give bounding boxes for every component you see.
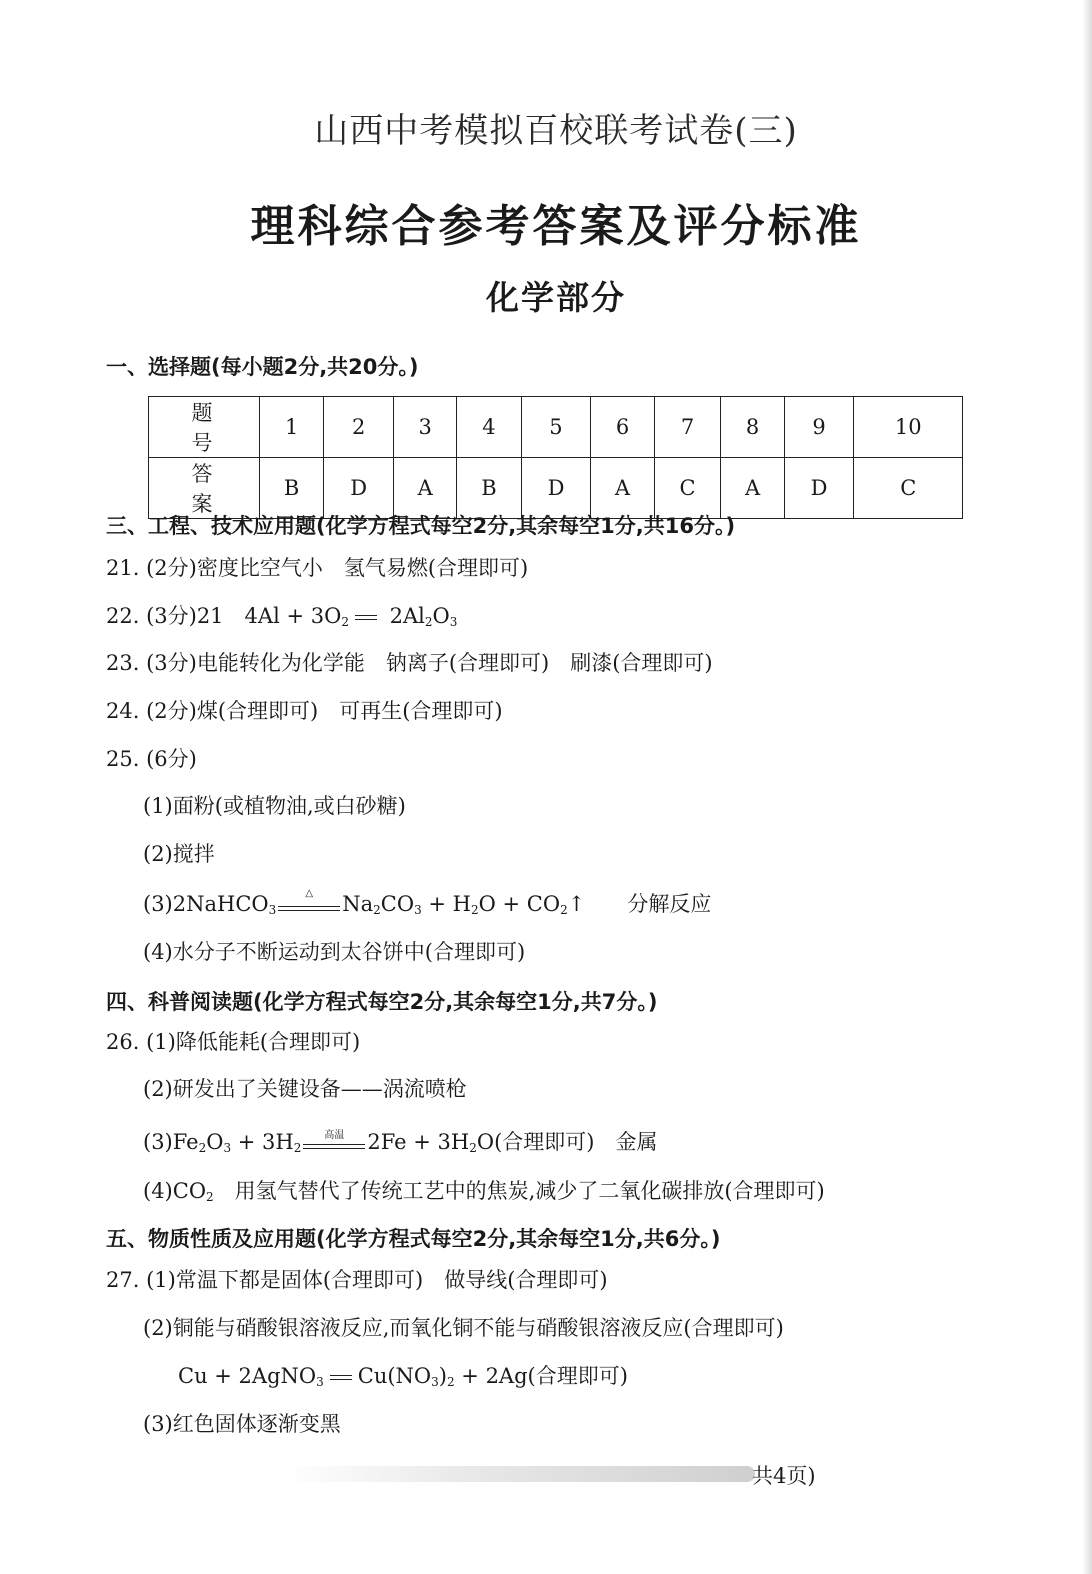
question-number: 1 <box>260 397 324 458</box>
answer-25-4: (4)水分子不断运动到太谷饼中(合理即可) <box>143 940 526 964</box>
section-heading-engineering: 三、工程、技术应用题(化学方程式每空2分,其余每空1分,共16分。) <box>106 514 736 538</box>
answer-26-1: 26. (1)降低能耗(合理即可) <box>106 1030 361 1054</box>
answer-cell: A <box>591 458 654 519</box>
exam-title: 山西中考模拟百校联考试卷(三) <box>314 111 798 151</box>
row-label-number: 题 号 <box>149 397 260 458</box>
answer-27-2: (2)铜能与硝酸银溶液反应,而氧化铜不能与硝酸银溶液反应(合理即可) <box>143 1316 784 1340</box>
answer-24: 24. (2分)煤(合理即可) 可再生(合理即可) <box>106 699 503 723</box>
section-heading-properties: 五、物质性质及应用题(化学方程式每空2分,其余每空1分,共6分。) <box>106 1227 721 1251</box>
answer-27-1: 27. (1)常温下都是固体(合理即可) 做导线(合理即可) <box>106 1268 608 1292</box>
question-number: 8 <box>721 397 784 458</box>
equals-sign <box>330 1375 352 1380</box>
question-number: 9 <box>784 397 854 458</box>
table-row <box>149 397 963 458</box>
answer-26-4: $(4)CO_2$ 用氢气替代了传统工艺中的焦炭,减少了二氧化碳排放(合理即可) <box>143 1179 825 1204</box>
answer-cell: C <box>854 458 963 519</box>
answer-cell: B <box>457 458 521 519</box>
row-label-answer: 答 案 <box>149 458 260 519</box>
answer-table <box>148 396 963 519</box>
answer-23: 23. (3分)电能转化为化学能 钠离子(合理即可) 刷漆(合理即可) <box>106 651 713 675</box>
question-number: 5 <box>521 397 591 458</box>
question-number: 10 <box>854 397 963 458</box>
answer-cell: A <box>721 458 784 519</box>
blurred-footer <box>285 1466 755 1482</box>
page-count: 共4页) <box>752 1464 816 1488</box>
section-heading-choice: 一、选择题(每小题2分,共20分。) <box>106 355 419 379</box>
reaction-arrow: △ <box>278 900 340 911</box>
section-heading-reading: 四、科普阅读题(化学方程式每空2分,其余每空1分,共7分。) <box>106 990 658 1014</box>
answer-cell: C <box>654 458 721 519</box>
answer-21: 21. (2分)密度比空气小 氢气易燃(合理即可) <box>106 556 529 580</box>
answer-27-3: (3)红色固体逐渐变黑 <box>143 1412 341 1436</box>
answer-25-3: (3)2NaHCO$_3$ △ $Na_2CO_3 + H_2O$ + $CO_2↑$ 分解反应 <box>143 888 712 917</box>
answer-25-2: (2)搅拌 <box>143 842 215 866</box>
equals-sign <box>355 615 377 620</box>
page-edge-shadow <box>1082 0 1092 1574</box>
answer-22: 22. (3分)21 $4Al + 3O_2$ $2Al_2O_3$ <box>106 604 458 629</box>
main-title: 理科综合参考答案及评分标准 <box>250 201 862 252</box>
answer-cell: D <box>521 458 591 519</box>
answer-cell: B <box>260 458 324 519</box>
answer-cell: D <box>784 458 854 519</box>
sub-title: 化学部分 <box>486 278 626 317</box>
question-number: 3 <box>394 397 457 458</box>
question-number: 7 <box>654 397 721 458</box>
question-number: 2 <box>324 397 394 458</box>
reaction-arrow: 高温 <box>303 1138 365 1149</box>
question-number: 4 <box>457 397 521 458</box>
question-number: 6 <box>591 397 654 458</box>
answer-cell: A <box>394 458 457 519</box>
answer-25: 25. (6分) <box>106 747 197 771</box>
answer-25-1: (1)面粉(或植物油,或白砂糖) <box>143 794 406 818</box>
answer-26-2: (2)研发出了关键设备——涡流喷枪 <box>143 1077 467 1101</box>
answer-27-equation: Cu + 2AgNO$_3$ $Cu(NO_3)_2 + 2Ag$(合理即可) <box>178 1364 628 1389</box>
answer-26-3: $(3)Fe_2O_3 + 3H_2$ 高温 $2Fe + 3H_2O$(合理即可) 金属 <box>143 1130 658 1155</box>
answer-cell: D <box>324 458 394 519</box>
